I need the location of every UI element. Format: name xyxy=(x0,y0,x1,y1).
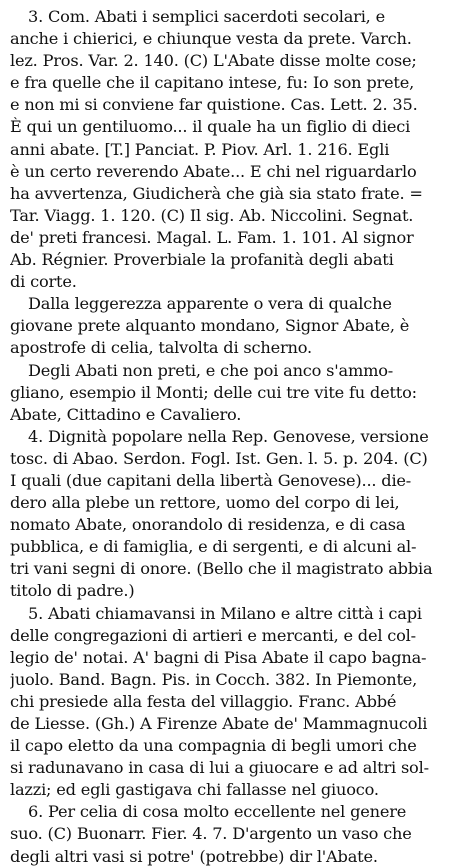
dictionary-entry xyxy=(10,360,465,426)
entry-line: Abate, Cittadino e Cavaliero. xyxy=(10,404,242,424)
entry-line: pubblica, e di famiglia, e di sergenti, e di alcuni al- xyxy=(10,537,417,557)
dictionary-entry xyxy=(10,426,465,603)
entry-line: È qui un gentiluomo... il quale ha un figlio di dieci xyxy=(10,117,411,137)
dictionary-entry xyxy=(10,603,465,802)
entry-line: si radunavano in casa di lui a giuocare e ad altri sol- xyxy=(10,758,429,778)
entry-line: Dalla leggerezza apparente o vera di qualche xyxy=(28,294,392,314)
entry-line: de' preti francesi. Magal. L. Fam. 1. 101. Al signor xyxy=(10,227,414,247)
entry-line: gliano, esempio il Monti; delle cui tre vite fu detto: xyxy=(10,382,417,402)
dictionary-entry xyxy=(10,293,465,359)
entry-line: lez. Pros. Var. 2. 140. (C) L'Abate disse molte cose; xyxy=(10,51,417,71)
entry-line: nomato Abate, onorandolo di residenza, e di casa xyxy=(10,515,406,535)
entry-line: 4. Dignità popolare nella Rep. Genovese, versione xyxy=(28,426,429,446)
entry-line: titolo di padre.) xyxy=(10,581,135,601)
entry-line: de Liesse. (Gh.) A Firenze Abate de' Mammagnucoli xyxy=(10,714,428,733)
dictionary-entry xyxy=(10,6,465,293)
entry-line: il capo eletto da una compagnia di begli umori che xyxy=(10,736,417,756)
entry-line: anche i chierici, e chiunque vesta da prete. Varch. xyxy=(10,29,412,49)
entry-line: degli altri vasi si potre' (potrebbe) dir l'Abate. xyxy=(10,846,378,866)
entry-line: delle congregazioni di artieri e mercanti, e del col- xyxy=(10,625,416,645)
entry-line: e non mi si conviene far quistione. Cas. Lett. 2. 35. xyxy=(10,95,418,115)
entry-line: 5. Abati chiamavansi in Milano e altre città i capi xyxy=(28,603,422,623)
entry-line: Tar. Viagg. 1. 120. (C) Il sig. Ab. Niccolini. Segnat. xyxy=(10,205,414,225)
entry-line: apostrofe di celia, talvolta di scherno. xyxy=(10,338,312,358)
dictionary-entry xyxy=(10,801,465,867)
entry-line: 3. Com. Abati i semplici sacerdoti secolari, e xyxy=(28,7,385,26)
entry-line: juolo. Band. Bagn. Pis. in Cocch. 382. In Piemonte, xyxy=(10,669,418,689)
entry-line: tri vani segni di onore. (Bello che il magistrato abbia xyxy=(10,559,433,579)
entry-line: dero alla plebe un rettore, uomo del corpo di lei, xyxy=(10,493,400,513)
entry-line: I quali (due capitani della libertà Genovese)... die- xyxy=(10,470,412,490)
entry-line: 6. Per celia di cosa molto eccellente nel genere xyxy=(28,802,407,822)
entry-line: ha avvertenza, Giudicherà che già sia stato frate. = xyxy=(10,183,423,203)
entry-line: anni abate. [T.] Panciat. P. Piov. Arl. 1. 216. Egli xyxy=(10,139,390,159)
entry-line: lazzi; ed egli gastigava chi fallasse nel giuoco. xyxy=(10,780,379,800)
entry-line: suo. (C) Buonarr. Fier. 4. 7. D'argento un vaso che xyxy=(10,824,412,844)
entry-line: è un certo reverendo Abate... E chi nel riguardarlo xyxy=(10,161,417,181)
entry-line: giovane prete alquanto mondano, Signor Abate, è xyxy=(10,316,410,336)
entry-line: e fra quelle che il capitano intese, fu: Io son prete, xyxy=(10,73,415,93)
entry-line: tosc. di Abao. Serdon. Fogl. Ist. Gen. l. 5. p. 204. (C) xyxy=(10,448,428,468)
entry-line: chi presiede alla festa del villaggio. Franc. Abbé xyxy=(10,691,397,711)
entry-line: Degli Abati non preti, e che poi anco s'ammo- xyxy=(28,360,394,380)
entry-line: legio de' notai. A' bagni di Pisa Abate il capo bagna- xyxy=(10,647,427,667)
entry-line: Ab. Régnier. Proverbiale la profanità degli abati xyxy=(10,250,394,270)
entry-list xyxy=(10,6,465,868)
entry-line: di corte. xyxy=(10,272,77,292)
